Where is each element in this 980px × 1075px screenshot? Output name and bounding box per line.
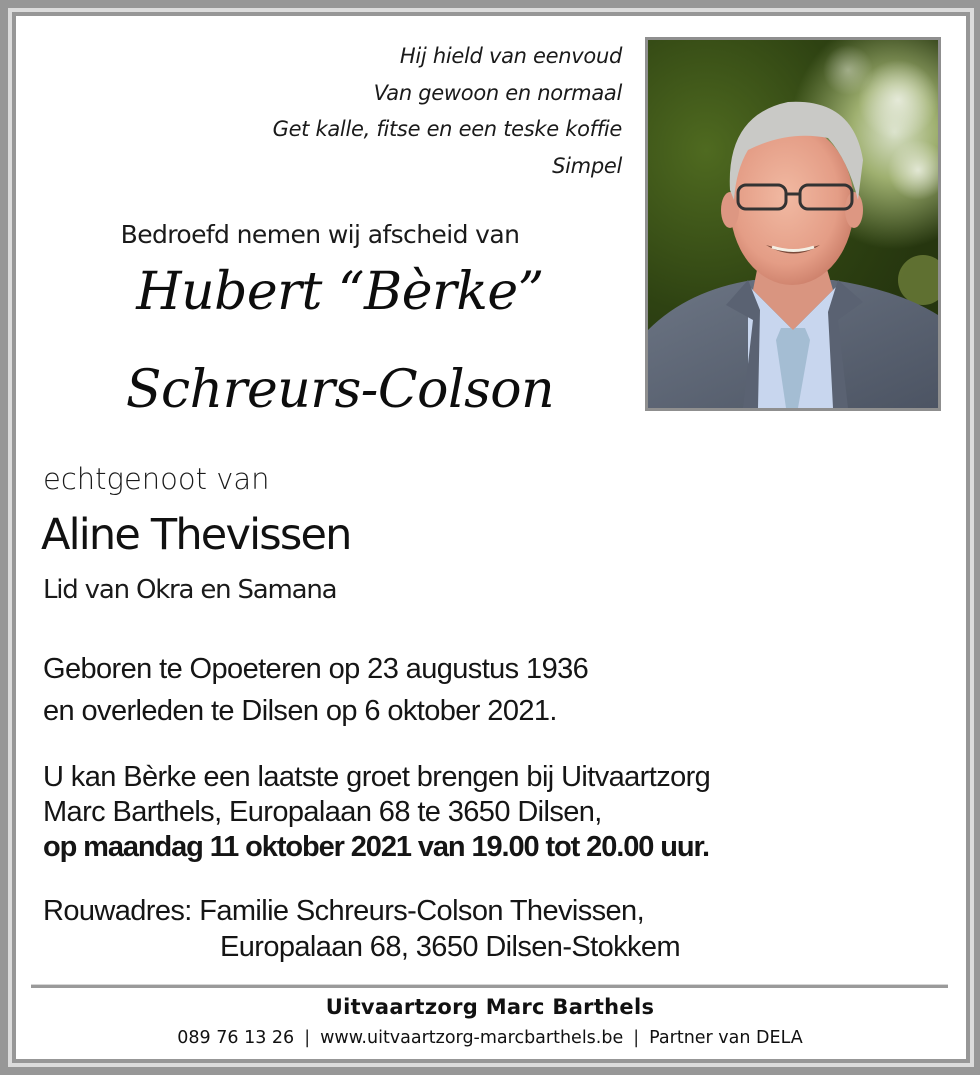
footer-website-link[interactable]: www.uitvaartzorg-marcbarthels.be: [320, 1028, 624, 1048]
poem-line: Simpel: [552, 153, 622, 178]
life-dates: [43, 648, 588, 732]
portrait-photo: [645, 37, 941, 411]
poem-line: Van gewoon en normaal: [373, 80, 622, 105]
death-line: en overleden te Dilsen op 6 oktober 2021.: [43, 695, 557, 727]
footer-company-name: Uitvaartzorg Marc Barthels: [325, 995, 655, 1019]
visitation-info: [43, 760, 710, 865]
membership: Lid van Okra en Samana: [43, 575, 337, 605]
footer-contact: [0, 1028, 980, 1048]
portrait-illustration: [648, 40, 938, 408]
visitation-line-1: U kan Bèrke een laatste groet brengen bij Uitvaartzorg: [43, 761, 711, 793]
spouse-name: Aline Thevissen: [41, 510, 351, 560]
spouse-label: echtgenoot van: [43, 462, 270, 496]
footer-partner: Partner van DELA: [649, 1028, 803, 1048]
deceased-name-first: Hubert “Bèrke”: [136, 262, 544, 322]
birth-line: Geboren te Opoeteren op 23 augustus 1936: [43, 653, 589, 685]
poem: [273, 38, 622, 184]
footer-separator: |: [304, 1028, 311, 1048]
announcement-intro: Bedroefd nemen wij afscheid van: [120, 220, 520, 249]
mourning-address-line-1: Rouwadres: Familie Schreurs-Colson Thevissen,: [43, 895, 645, 927]
footer-separator: |: [633, 1028, 640, 1048]
footer-divider: [31, 984, 948, 988]
mourning-address: [43, 893, 680, 965]
deceased-name-last: Schreurs-Colson: [125, 360, 555, 420]
poem-line: Get kalle, fitse en een teske koffie: [272, 117, 622, 141]
poem-line: Hij hield van eenvoud: [399, 44, 622, 68]
visitation-line-2: Marc Barthels, Europalaan 68 te 3650 Dilsen,: [43, 796, 602, 828]
visitation-datetime: op maandag 11 oktober 2021 van 19.00 tot 20.00 uur.: [43, 831, 709, 863]
footer-phone: 089 76 13 26: [177, 1028, 295, 1048]
mourning-address-line-2: Europalaan 68, 3650 Dilsen-Stokkem: [220, 931, 680, 963]
